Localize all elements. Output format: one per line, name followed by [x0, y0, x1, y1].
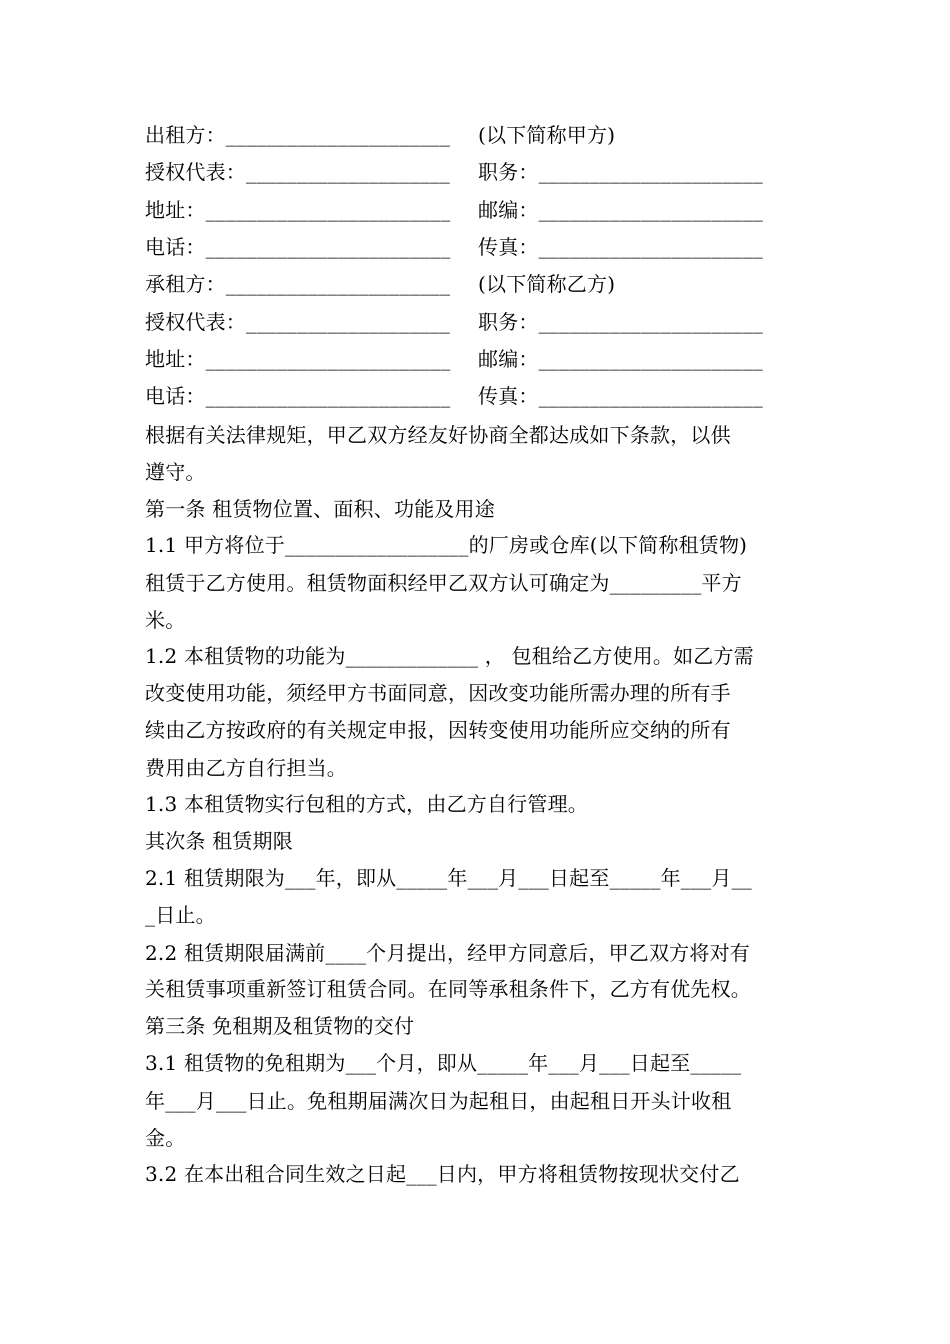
clause-line: 年___月___日止。免租期届满次日为起租日，由起租日开头计收租: [145, 1089, 732, 1113]
lessee-field: 承租方：______________________: [145, 272, 451, 296]
clause-line: 关租赁事项重新签订租赁合同。在同等承租条件下，乙方有优先权。: [145, 977, 751, 1001]
lessee-rep-field: 授权代表：____________________: [145, 310, 450, 334]
lessor-fax-field: 传真：______________________: [478, 235, 763, 259]
article-heading: 其次条 租赁期限: [145, 829, 293, 853]
lessor-rep-field: 授权代表：____________________: [145, 160, 450, 184]
clause-line: 1.1 甲方将位于__________________的厂房或仓库(以下简称租赁物): [145, 533, 748, 557]
clause-line: 3.2 在本出租合同生效之日起___日内，甲方将租赁物按现状交付乙: [145, 1162, 740, 1186]
lessor-phone-field: 电话：________________________: [145, 235, 451, 259]
article-heading: 第三条 免租期及租赁物的交付: [145, 1014, 415, 1038]
clause-line: 租赁于乙方使用。租赁物面积经甲乙双方认可确定为_________平方: [145, 571, 742, 595]
lessee-note: (以下简称乙方): [478, 272, 616, 296]
lessee-title-field: 职务：______________________: [478, 310, 763, 334]
clause-line: 米。: [145, 608, 186, 632]
clause-line: 2.2 租赁期限届满前____个月提出，经甲方同意后，甲乙双方将对有: [145, 941, 750, 965]
lessee-postcode-field: 邮编：______________________: [478, 347, 763, 371]
clause-line: _日止。: [145, 903, 216, 927]
clause-line: 1.3 本租赁物实行包租的方式，由乙方自行管理。: [145, 792, 588, 816]
article-heading: 第一条 租赁物位置、面积、功能及用途: [145, 497, 495, 521]
clause-line: 2.1 租赁期限为___年，即从_____年___月___日起至_____年___月__: [145, 866, 752, 890]
lessor-title-field: 职务：______________________: [478, 160, 763, 184]
clause-line: 金。: [145, 1126, 186, 1150]
body-line: 根据有关法律规矩，甲乙双方经友好协商全都达成如下条款，以供: [145, 423, 731, 447]
clause-line: 1.2 本租赁物的功能为_____________ ， 包租给乙方使用。如乙方需: [145, 644, 754, 668]
clause-line: 续由乙方按政府的有关规定申报，因转变使用功能所应交纳的所有: [145, 718, 731, 742]
clause-line: 3.1 租赁物的免租期为___个月，即从_____年___月___日起至_____: [145, 1051, 742, 1075]
lessor-address-field: 地址：________________________: [145, 198, 451, 222]
lessor-postcode-field: 邮编：______________________: [478, 198, 763, 222]
lessee-phone-field: 电话：________________________: [145, 384, 451, 408]
clause-line: 改变使用功能，须经甲方书面同意，因改变功能所需办理的所有手: [145, 681, 731, 705]
body-line: 遵守。: [145, 460, 206, 484]
clause-line: 费用由乙方自行担当。: [145, 756, 347, 780]
lessor-note: (以下简称甲方): [478, 123, 616, 147]
lessor-field: 出租方：______________________: [145, 123, 451, 147]
lessee-fax-field: 传真：______________________: [478, 384, 763, 408]
lessee-address-field: 地址：________________________: [145, 347, 451, 371]
